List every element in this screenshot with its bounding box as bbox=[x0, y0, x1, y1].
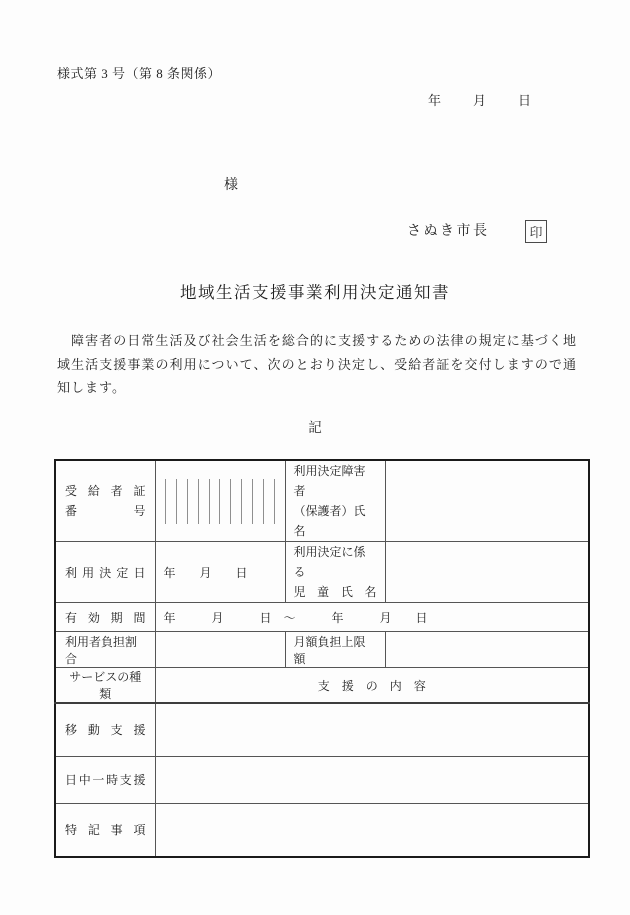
decision-person-value-cell bbox=[385, 460, 589, 542]
cert-number-label bbox=[55, 460, 155, 542]
validity-value-cell: 年 月 日 ～ 年 月 日 bbox=[155, 603, 589, 632]
cert-number-digit-box bbox=[242, 479, 253, 524]
cert-number-digit-box bbox=[264, 479, 275, 524]
special-notes-content-cell bbox=[155, 803, 589, 857]
issue-date-line: 年 月 日 bbox=[428, 93, 534, 108]
cert-number-digit-box bbox=[188, 479, 199, 524]
special-notes-label-text: 特記事項 bbox=[65, 823, 146, 838]
cert-number-digit-box bbox=[166, 479, 177, 524]
cert-number-digit-box bbox=[177, 479, 188, 524]
cert-number-digit-box bbox=[275, 479, 285, 524]
body-paragraph: 障害者の日常生活及び社会生活を総合的に支援するための法律の規定に基づく地域生活支援事業の利用について、次のとおり決定し、受給者証を交付しますので通知します。 bbox=[57, 333, 577, 395]
validity-label bbox=[55, 603, 155, 632]
decision-person-label-line1: 利用決定障害者 bbox=[293, 464, 366, 498]
daytime-care-support-label bbox=[55, 756, 155, 803]
seal-stamp-box bbox=[525, 220, 547, 243]
mobility-support-label-text: 移動支援 bbox=[65, 723, 146, 738]
cert-number-digit-box bbox=[220, 479, 231, 524]
monthly-cap-label: 月額負担上限額 bbox=[285, 632, 385, 668]
decision-person-label bbox=[285, 460, 385, 542]
child-name-label-line1: 利用決定に係る bbox=[293, 545, 366, 579]
validity-label-text: 有効期間 bbox=[65, 610, 146, 625]
monthly-cap-value-cell bbox=[385, 632, 589, 668]
cert-number-digit-box bbox=[231, 479, 242, 524]
decision-date-label bbox=[55, 542, 155, 603]
document-title: 地域生活支援事業利用決定通知書 bbox=[180, 283, 450, 302]
cost-share-label: 利用者負担割合 bbox=[55, 632, 155, 668]
cert-number-label-line1: 受給者証 bbox=[65, 484, 146, 498]
special-notes-label bbox=[55, 803, 155, 857]
mobility-support-content-cell bbox=[155, 703, 589, 756]
decision-person-label-line2: （保護者）氏名 bbox=[293, 504, 366, 538]
decision-date-label-text: 利用決定日 bbox=[65, 565, 146, 580]
service-type-header: サービスの種類 bbox=[55, 668, 155, 704]
seal-character: 印 bbox=[529, 225, 543, 240]
decision-table bbox=[54, 459, 590, 858]
child-name-value-cell bbox=[385, 542, 589, 603]
cert-number-digit-row bbox=[156, 479, 285, 524]
addressee-honorific: 様 bbox=[224, 178, 238, 193]
mobility-support-label bbox=[55, 703, 155, 756]
cost-share-value-cell bbox=[155, 632, 285, 668]
child-name-label-line2: 児童氏名 bbox=[293, 585, 377, 599]
cert-number-digit-boxes bbox=[155, 460, 285, 542]
child-name-label bbox=[285, 542, 385, 603]
support-content-header: 支 援 の 内 容 bbox=[155, 668, 589, 704]
cert-number-digit-box bbox=[199, 479, 210, 524]
cert-number-digit-box bbox=[210, 479, 221, 524]
issuer-name: さぬき市長 bbox=[407, 224, 490, 239]
section-marker: 記 bbox=[308, 420, 322, 435]
cert-number-digit-box bbox=[253, 479, 264, 524]
daytime-care-support-content-cell bbox=[155, 756, 589, 803]
form-number-text: 様式第 3 号（第 8 条関係） bbox=[57, 66, 222, 81]
cert-number-label-line2: 番号 bbox=[65, 504, 146, 518]
decision-date-value-cell: 年 月 日 bbox=[155, 542, 285, 603]
daytime-care-support-label-text: 日中一時支援 bbox=[65, 773, 146, 787]
cert-number-digit-box bbox=[156, 479, 167, 524]
